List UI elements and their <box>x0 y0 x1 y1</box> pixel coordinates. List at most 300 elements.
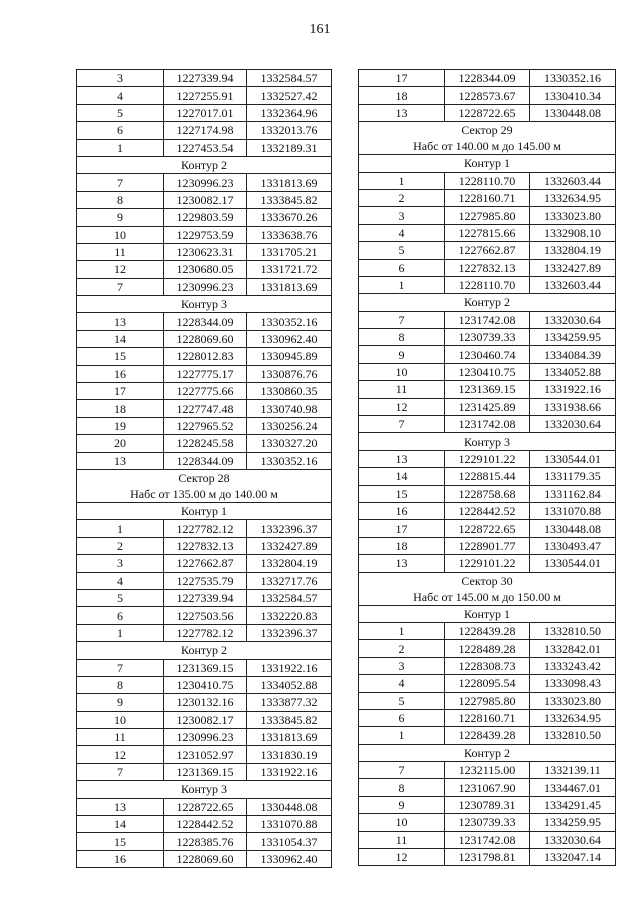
point-number: 5 <box>77 589 164 606</box>
y-coordinate: 1334259.95 <box>530 814 616 831</box>
x-coordinate: 1228901.77 <box>445 537 530 554</box>
table-row <box>77 417 332 434</box>
table-row <box>77 400 332 417</box>
point-number: 9 <box>77 694 164 711</box>
point-number: 17 <box>359 520 445 537</box>
point-number: 12 <box>359 849 445 866</box>
point-number: 8 <box>77 676 164 693</box>
contour-header-row <box>359 433 616 450</box>
table-row <box>77 520 332 537</box>
y-coordinate: 1332030.64 <box>530 416 616 433</box>
point-number: 12 <box>77 746 164 763</box>
table-row <box>359 779 616 796</box>
table-row <box>77 278 332 295</box>
x-coordinate: 1227747.48 <box>164 400 247 417</box>
point-number: 5 <box>77 104 164 121</box>
y-coordinate: 1332804.19 <box>247 555 332 572</box>
point-number: 3 <box>359 207 445 224</box>
point-number: 8 <box>77 191 164 208</box>
table-row <box>77 435 332 452</box>
point-number: 7 <box>77 278 164 295</box>
table-row <box>77 833 332 850</box>
table-row <box>77 87 332 104</box>
y-coordinate: 1331070.88 <box>247 816 332 833</box>
y-coordinate: 1334084.39 <box>530 346 616 363</box>
table-row <box>359 762 616 779</box>
x-coordinate: 1229803.59 <box>164 209 247 226</box>
table-row <box>359 709 616 726</box>
y-coordinate: 1330448.08 <box>247 798 332 815</box>
right-coordinates-table <box>358 69 616 866</box>
point-number: 10 <box>359 814 445 831</box>
table-row <box>359 70 616 87</box>
x-coordinate: 1227985.80 <box>445 692 530 709</box>
point-number: 11 <box>77 729 164 746</box>
y-coordinate: 1334052.88 <box>530 363 616 380</box>
y-coordinate: 1330860.35 <box>247 383 332 400</box>
x-coordinate: 1230623.31 <box>164 243 247 260</box>
x-coordinate: 1228439.28 <box>445 622 530 639</box>
y-coordinate: 1330876.76 <box>247 365 332 382</box>
y-coordinate: 1331830.19 <box>247 746 332 763</box>
y-coordinate: 1332810.50 <box>530 622 616 639</box>
sector-height-range: Набс от 135.00 м до 140.00 м <box>130 486 278 501</box>
y-coordinate: 1333023.80 <box>530 692 616 709</box>
table-row <box>77 694 332 711</box>
x-coordinate: 1227255.91 <box>164 87 247 104</box>
point-number: 13 <box>359 555 445 572</box>
point-number: 4 <box>359 224 445 241</box>
x-coordinate: 1228344.09 <box>164 313 247 330</box>
y-coordinate: 1332842.01 <box>530 640 616 657</box>
table-row <box>77 816 332 833</box>
x-coordinate: 1231369.15 <box>445 381 530 398</box>
point-number: 18 <box>77 400 164 417</box>
table-row <box>359 692 616 709</box>
point-number: 1 <box>359 727 445 744</box>
sector-name: Сектор 30 <box>461 573 513 588</box>
y-coordinate: 1332584.57 <box>247 70 332 87</box>
x-coordinate: 1230739.33 <box>445 329 530 346</box>
table-row <box>77 261 332 278</box>
y-coordinate: 1332396.37 <box>247 520 332 537</box>
point-number: 12 <box>359 398 445 415</box>
y-coordinate: 1333845.82 <box>247 711 332 728</box>
y-coordinate: 1334052.88 <box>247 676 332 693</box>
point-number: 18 <box>359 87 445 104</box>
point-number: 8 <box>359 779 445 796</box>
point-number: 7 <box>77 659 164 676</box>
y-coordinate: 1332030.64 <box>530 311 616 328</box>
x-coordinate: 1227775.17 <box>164 365 247 382</box>
point-number: 10 <box>77 711 164 728</box>
table-row <box>359 814 616 831</box>
x-coordinate: 1227339.94 <box>164 589 247 606</box>
x-coordinate: 1228344.09 <box>164 452 247 469</box>
x-coordinate: 1227965.52 <box>164 417 247 434</box>
table-row <box>77 174 332 191</box>
y-coordinate: 1330448.08 <box>530 104 616 121</box>
x-coordinate: 1228069.60 <box>164 330 247 347</box>
point-number: 11 <box>359 831 445 848</box>
y-coordinate: 1333243.42 <box>530 657 616 674</box>
table-row <box>359 555 616 572</box>
x-coordinate: 1230132.16 <box>164 694 247 711</box>
y-coordinate: 1332189.31 <box>247 139 332 156</box>
y-coordinate: 1332634.95 <box>530 709 616 726</box>
table-row <box>77 122 332 139</box>
x-coordinate: 1230789.31 <box>445 796 530 813</box>
point-number: 6 <box>359 709 445 726</box>
y-coordinate: 1331070.88 <box>530 502 616 519</box>
table-row <box>359 346 616 363</box>
y-coordinate: 1332220.83 <box>247 607 332 624</box>
point-number: 16 <box>359 502 445 519</box>
contour-header-row <box>359 605 616 622</box>
x-coordinate: 1231425.89 <box>445 398 530 415</box>
point-number: 10 <box>77 226 164 243</box>
contour-title: Контур 1 <box>77 502 332 519</box>
y-coordinate: 1334291.45 <box>530 796 616 813</box>
table-row <box>359 450 616 467</box>
table-row <box>359 242 616 259</box>
table-row <box>77 383 332 400</box>
table-row <box>77 348 332 365</box>
contour-title: Контур 1 <box>359 155 616 172</box>
point-number: 14 <box>77 330 164 347</box>
x-coordinate: 1230996.23 <box>164 174 247 191</box>
x-coordinate: 1228722.65 <box>445 520 530 537</box>
table-row <box>359 363 616 380</box>
point-number: 4 <box>359 675 445 692</box>
x-coordinate: 1231742.08 <box>445 416 530 433</box>
sector-title <box>77 469 332 502</box>
x-coordinate: 1230410.75 <box>445 363 530 380</box>
sector-name: Сектор 28 <box>178 470 230 485</box>
table-row <box>77 850 332 867</box>
x-coordinate: 1230739.33 <box>445 814 530 831</box>
contour-title: Контур 3 <box>77 781 332 798</box>
x-coordinate: 1227782.12 <box>164 624 247 641</box>
table-row <box>77 209 332 226</box>
table-row <box>77 139 332 156</box>
x-coordinate: 1228160.71 <box>445 709 530 726</box>
point-number: 7 <box>359 416 445 433</box>
contour-header-row <box>77 781 332 798</box>
table-row <box>359 189 616 206</box>
point-number: 13 <box>77 798 164 815</box>
x-coordinate: 1227832.13 <box>164 537 247 554</box>
x-coordinate: 1231052.97 <box>164 746 247 763</box>
x-coordinate: 1228344.09 <box>445 70 530 87</box>
table-row <box>77 243 332 260</box>
point-number: 4 <box>77 87 164 104</box>
table-row <box>359 398 616 415</box>
contour-title: Контур 2 <box>359 294 616 311</box>
point-number: 3 <box>77 555 164 572</box>
y-coordinate: 1332139.11 <box>530 762 616 779</box>
y-coordinate: 1331162.84 <box>530 485 616 502</box>
x-coordinate: 1228439.28 <box>445 727 530 744</box>
point-number: 1 <box>359 276 445 293</box>
table-row <box>359 520 616 537</box>
point-number: 16 <box>77 365 164 382</box>
x-coordinate: 1227662.87 <box>445 242 530 259</box>
x-coordinate: 1227339.94 <box>164 70 247 87</box>
table-row <box>77 711 332 728</box>
x-coordinate: 1227017.01 <box>164 104 247 121</box>
point-number: 4 <box>77 572 164 589</box>
point-number: 1 <box>359 622 445 639</box>
x-coordinate: 1227174.98 <box>164 122 247 139</box>
y-coordinate: 1333098.43 <box>530 675 616 692</box>
y-coordinate: 1330544.01 <box>530 555 616 572</box>
table-row <box>77 659 332 676</box>
point-number: 12 <box>77 261 164 278</box>
table-row <box>77 589 332 606</box>
table-row <box>359 207 616 224</box>
y-coordinate: 1331179.35 <box>530 468 616 485</box>
x-coordinate: 1228442.52 <box>445 502 530 519</box>
table-row <box>77 365 332 382</box>
left-coordinates-table <box>76 69 332 868</box>
point-number: 15 <box>77 348 164 365</box>
x-coordinate: 1229101.22 <box>445 555 530 572</box>
table-row <box>77 226 332 243</box>
y-coordinate: 1330962.40 <box>247 850 332 867</box>
table-row <box>359 416 616 433</box>
x-coordinate: 1227832.13 <box>445 259 530 276</box>
table-row <box>77 330 332 347</box>
table-row <box>359 87 616 104</box>
x-coordinate: 1228722.65 <box>445 104 530 121</box>
point-number: 9 <box>77 209 164 226</box>
table-row <box>77 746 332 763</box>
contour-title: Контур 2 <box>359 744 616 761</box>
y-coordinate: 1334259.95 <box>530 329 616 346</box>
table-row <box>359 224 616 241</box>
table-row <box>359 657 616 674</box>
y-coordinate: 1333845.82 <box>247 191 332 208</box>
y-coordinate: 1332584.57 <box>247 589 332 606</box>
point-number: 11 <box>359 381 445 398</box>
y-coordinate: 1332364.96 <box>247 104 332 121</box>
y-coordinate: 1332527.42 <box>247 87 332 104</box>
table-row <box>77 452 332 469</box>
point-number: 6 <box>77 607 164 624</box>
point-number: 17 <box>77 383 164 400</box>
point-number: 5 <box>359 692 445 709</box>
y-coordinate: 1333023.80 <box>530 207 616 224</box>
x-coordinate: 1228308.73 <box>445 657 530 674</box>
x-coordinate: 1228573.67 <box>445 87 530 104</box>
x-coordinate: 1229753.59 <box>164 226 247 243</box>
y-coordinate: 1332634.95 <box>530 189 616 206</box>
x-coordinate: 1227662.87 <box>164 555 247 572</box>
x-coordinate: 1227453.54 <box>164 139 247 156</box>
x-coordinate: 1227815.66 <box>445 224 530 241</box>
sector-header-row <box>359 122 616 155</box>
x-coordinate: 1231369.15 <box>164 763 247 780</box>
table-row <box>359 485 616 502</box>
table-row <box>359 622 616 639</box>
x-coordinate: 1230082.17 <box>164 711 247 728</box>
y-coordinate: 1330352.16 <box>247 313 332 330</box>
table-row <box>359 537 616 554</box>
x-coordinate: 1230082.17 <box>164 191 247 208</box>
table-row <box>77 763 332 780</box>
table-row <box>359 640 616 657</box>
point-number: 1 <box>359 172 445 189</box>
table-row <box>359 172 616 189</box>
table-row <box>77 676 332 693</box>
point-number: 6 <box>359 259 445 276</box>
page-number: 161 <box>309 22 331 37</box>
y-coordinate: 1330352.16 <box>247 452 332 469</box>
table-row <box>359 311 616 328</box>
y-coordinate: 1330410.34 <box>530 87 616 104</box>
y-coordinate: 1330945.89 <box>247 348 332 365</box>
point-number: 14 <box>359 468 445 485</box>
x-coordinate: 1228722.65 <box>164 798 247 815</box>
contour-header-row <box>77 296 332 313</box>
sector-header-row <box>77 469 332 502</box>
point-number: 7 <box>77 174 164 191</box>
y-coordinate: 1330352.16 <box>530 70 616 87</box>
y-coordinate: 1331705.21 <box>247 243 332 260</box>
y-coordinate: 1332427.89 <box>530 259 616 276</box>
y-coordinate: 1330448.08 <box>530 520 616 537</box>
x-coordinate: 1230996.23 <box>164 729 247 746</box>
sector-height-range: Набс от 140.00 м до 145.00 м <box>413 139 561 154</box>
table-row <box>77 191 332 208</box>
y-coordinate: 1332908.10 <box>530 224 616 241</box>
y-coordinate: 1334467.01 <box>530 779 616 796</box>
table-row <box>359 831 616 848</box>
point-number: 20 <box>77 435 164 452</box>
table-row <box>77 555 332 572</box>
point-number: 14 <box>77 816 164 833</box>
x-coordinate: 1230996.23 <box>164 278 247 295</box>
point-number: 5 <box>359 242 445 259</box>
table-row <box>77 572 332 589</box>
x-coordinate: 1230680.05 <box>164 261 247 278</box>
point-number: 13 <box>359 450 445 467</box>
contour-title: Контур 3 <box>359 433 616 450</box>
x-coordinate: 1227782.12 <box>164 520 247 537</box>
y-coordinate: 1333670.26 <box>247 209 332 226</box>
y-coordinate: 1331813.69 <box>247 729 332 746</box>
point-number: 2 <box>77 537 164 554</box>
sector-height-range: Набс от 145.00 м до 150.00 м <box>413 589 561 604</box>
point-number: 7 <box>359 311 445 328</box>
point-number: 15 <box>359 485 445 502</box>
y-coordinate: 1330327.20 <box>247 435 332 452</box>
table-row <box>359 259 616 276</box>
contour-title: Контур 2 <box>77 156 332 173</box>
table-row <box>359 276 616 293</box>
table-row <box>359 329 616 346</box>
y-coordinate: 1330544.01 <box>530 450 616 467</box>
x-coordinate: 1227775.66 <box>164 383 247 400</box>
contour-header-row <box>77 502 332 519</box>
sector-name: Сектор 29 <box>461 123 513 138</box>
x-coordinate: 1231369.15 <box>164 659 247 676</box>
point-number: 8 <box>359 329 445 346</box>
point-number: 11 <box>77 243 164 260</box>
point-number: 7 <box>77 763 164 780</box>
point-number: 10 <box>359 363 445 380</box>
x-coordinate: 1231742.08 <box>445 831 530 848</box>
point-number: 17 <box>359 70 445 87</box>
x-coordinate: 1227503.56 <box>164 607 247 624</box>
contour-header-row <box>359 294 616 311</box>
table-row <box>77 729 332 746</box>
x-coordinate: 1228442.52 <box>164 816 247 833</box>
sector-header-row <box>359 572 616 605</box>
y-coordinate: 1330962.40 <box>247 330 332 347</box>
y-coordinate: 1332396.37 <box>247 624 332 641</box>
point-number: 19 <box>77 417 164 434</box>
point-number: 13 <box>77 313 164 330</box>
point-number: 1 <box>77 139 164 156</box>
point-number: 9 <box>359 796 445 813</box>
x-coordinate: 1228012.83 <box>164 348 247 365</box>
x-coordinate: 1228245.58 <box>164 435 247 452</box>
point-number: 2 <box>359 640 445 657</box>
x-coordinate: 1231067.90 <box>445 779 530 796</box>
table-row <box>77 624 332 641</box>
x-coordinate: 1228758.68 <box>445 485 530 502</box>
contour-title: Контур 2 <box>77 642 332 659</box>
x-coordinate: 1228110.70 <box>445 172 530 189</box>
y-coordinate: 1332030.64 <box>530 831 616 848</box>
y-coordinate: 1330493.47 <box>530 537 616 554</box>
y-coordinate: 1331721.72 <box>247 261 332 278</box>
point-number: 1 <box>77 624 164 641</box>
table-row <box>359 796 616 813</box>
point-number: 3 <box>77 70 164 87</box>
table-row <box>359 849 616 866</box>
point-number: 13 <box>359 104 445 121</box>
x-coordinate: 1228385.76 <box>164 833 247 850</box>
x-coordinate: 1227535.79 <box>164 572 247 589</box>
point-number: 1 <box>77 520 164 537</box>
x-coordinate: 1228110.70 <box>445 276 530 293</box>
table-row <box>359 381 616 398</box>
contour-title: Контур 3 <box>77 296 332 313</box>
y-coordinate: 1331922.16 <box>247 659 332 676</box>
table-row <box>77 798 332 815</box>
y-coordinate: 1331054.37 <box>247 833 332 850</box>
x-coordinate: 1228489.28 <box>445 640 530 657</box>
point-number: 3 <box>359 657 445 674</box>
point-number: 6 <box>77 122 164 139</box>
point-number: 7 <box>359 762 445 779</box>
y-coordinate: 1331938.66 <box>530 398 616 415</box>
table-row <box>359 502 616 519</box>
y-coordinate: 1331813.69 <box>247 278 332 295</box>
table-row <box>359 468 616 485</box>
point-number: 16 <box>77 850 164 867</box>
table-row <box>77 104 332 121</box>
x-coordinate: 1232115.00 <box>445 762 530 779</box>
contour-header-row <box>359 155 616 172</box>
x-coordinate: 1228069.60 <box>164 850 247 867</box>
y-coordinate: 1332603.44 <box>530 172 616 189</box>
x-coordinate: 1227985.80 <box>445 207 530 224</box>
table-row <box>77 607 332 624</box>
